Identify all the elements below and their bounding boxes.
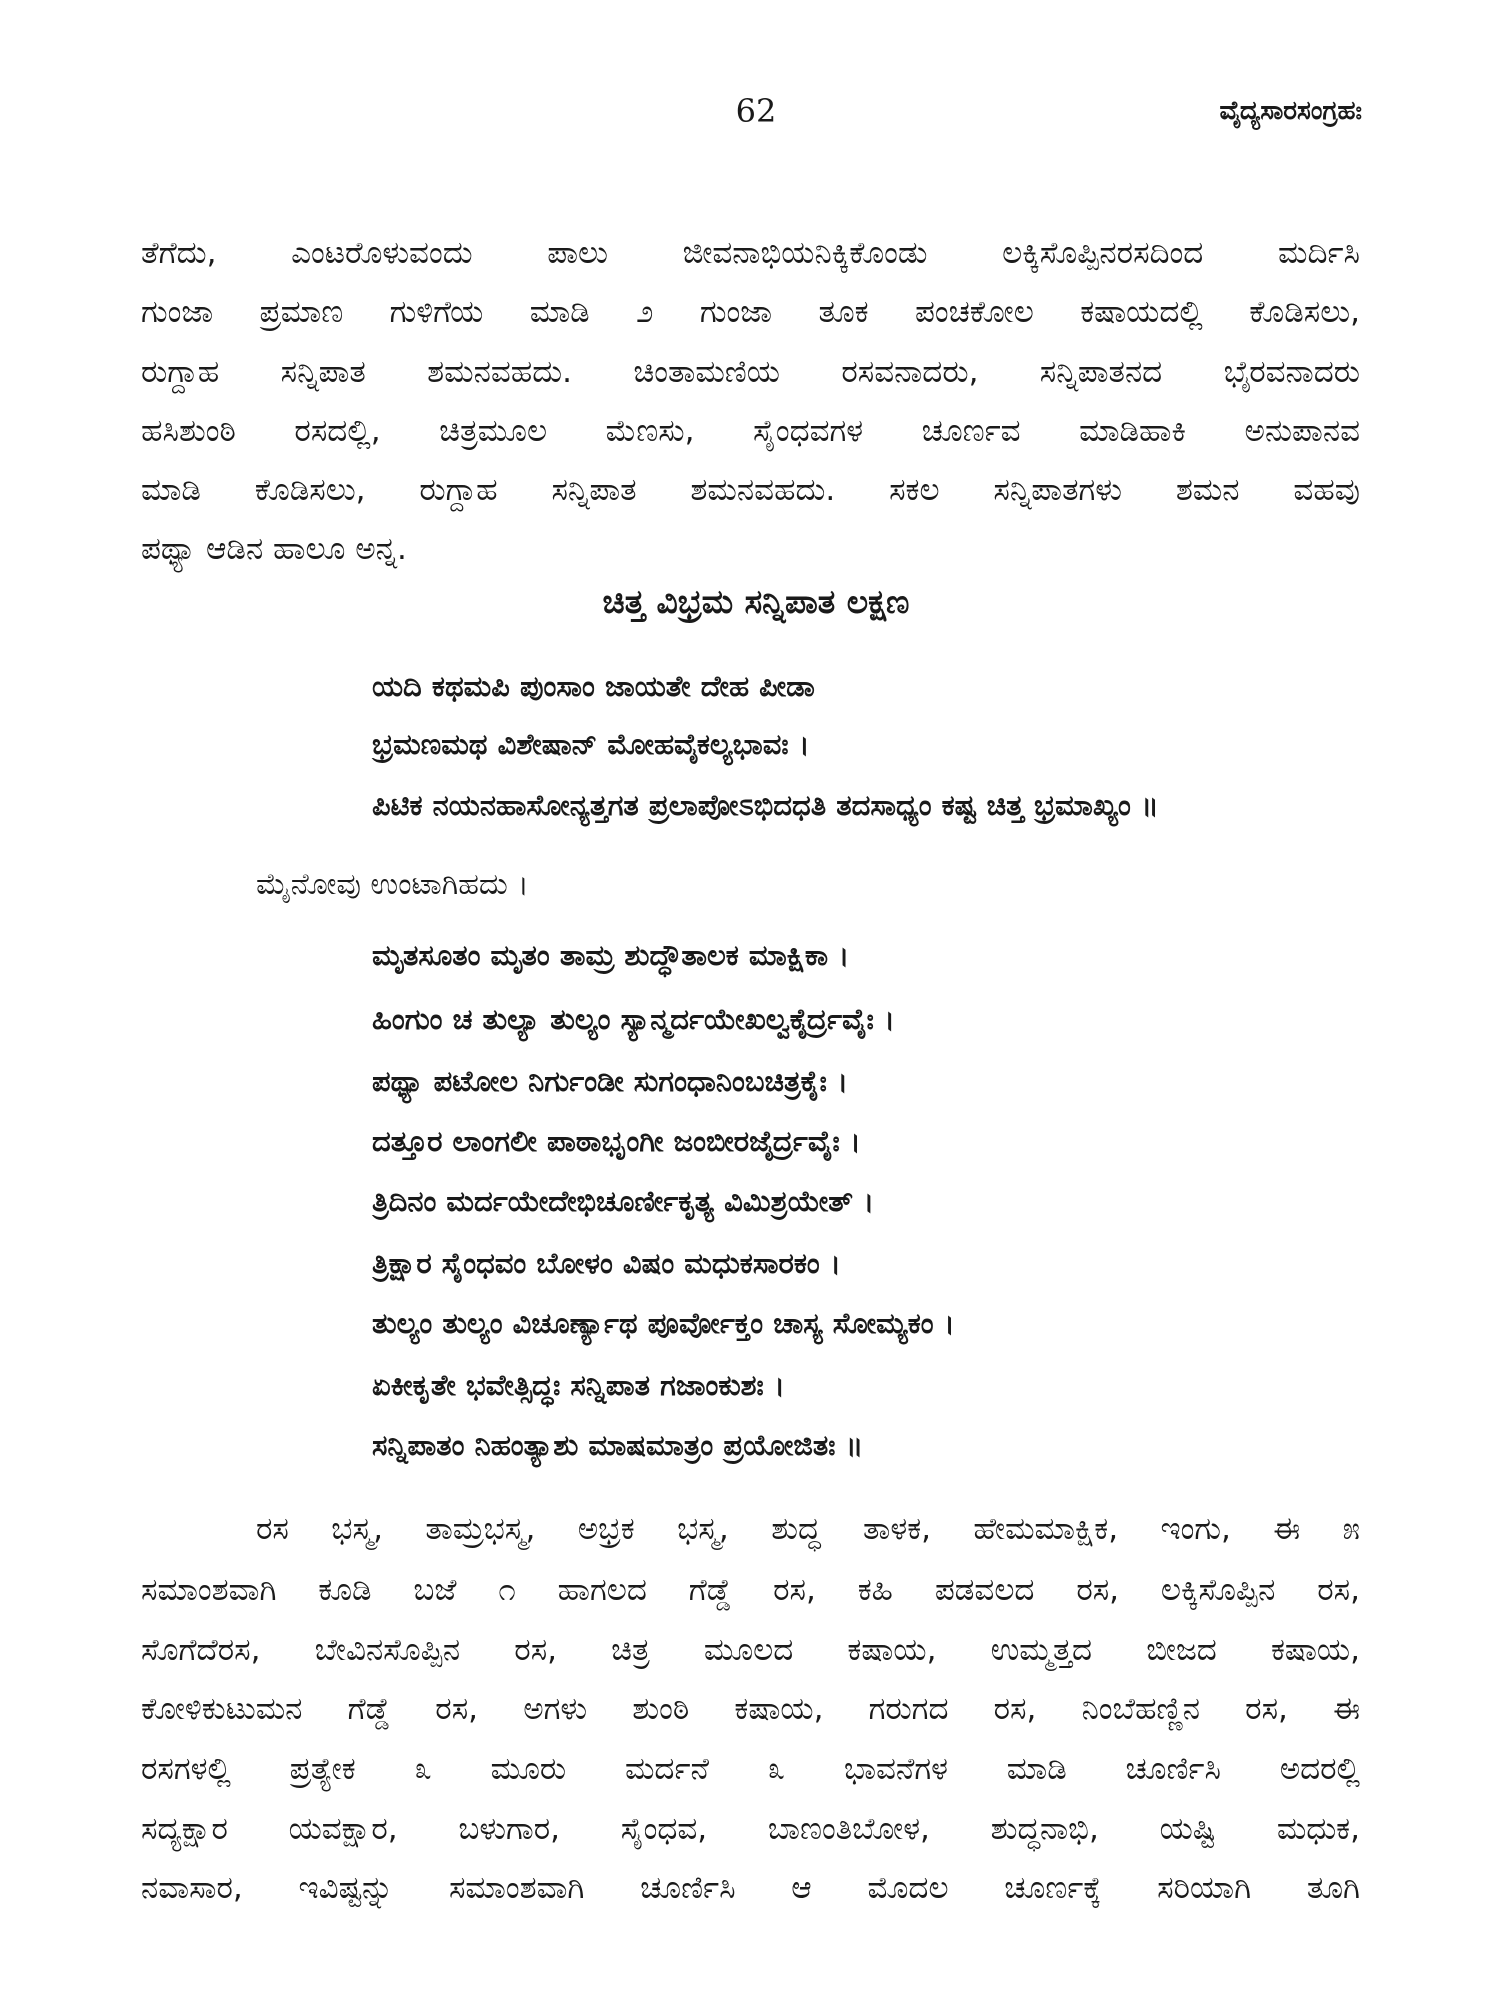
verse-line: ಹಿಂಗುಂ ಚ ತುಲ್ಯಾ ತುಲ್ಯಂ ಸ್ಯಾನ್ಮರ್ದಯೇಖಲ್ವಕೈರ್ದ್ರವೈಃ । [372,1002,895,1036]
verse-line: ಪಥ್ಯಾ ಪಟೋಲ ನಿರ್ಗುಂಡೀ ಸುಗಂಧಾನಿಂಬಚಿತ್ರಕೈಃ । [372,1064,848,1098]
verse-line: ತ್ರಿಕ್ಷಾರ ಸೈಂಧವಂ ಬೋಳಂ ವಿಷಂ ಮಧುಕಸಾರಕಂ । [372,1246,841,1280]
paragraph-line: ಮಾಡಿ ಕೊಡಿಸಲು, ರುಗ್ದಾಹ ಸನ್ನಿಪಾತ ಶಮನವಹದು. ಸಕಲ ಸನ್ನಿಪಾತಗಳು ಶಮನ ವಹವು [141,472,1360,508]
paragraph-line: ಸಮಾಂಶವಾಗಿ ಕೂಡಿ ಬಜೆ ೧ ಹಾಗಲದ ಗೆಡ್ಡೆ ರಸ, ಕಹಿ ಪಡವಲದ ರಸ, ಲಕ್ಕಿಸೊಪ್ಪಿನ ರಸ, [141,1572,1360,1608]
note-line: ಮೈನೋವು ಉಂಟಾಗಿಹದು । [256,867,529,902]
verse-line: ತುಲ್ಯಂ ತುಲ್ಯಂ ವಿಚೂರ್ಣ್ಯಾಥ ಪೂರ್ವೋಕ್ತಂ ಚಾಸ್ಯ ಸೋಮ್ಯಕಂ । [372,1306,955,1340]
verse-line: ದತ್ತೂರ ಲಾಂಗಲೀ ಪಾಠಾಭೃಂಗೀ ಜಂಬೀರಜೈರ್ದ್ರವೈಃ । [372,1124,861,1158]
paragraph-line: ಹಸಿಶುಂಠಿ ರಸದಲ್ಲಿ, ಚಿತ್ರಮೂಲ ಮೆಣಸು, ಸೈಂಧವಗಳ ಚೂರ್ಣವ ಮಾಡಿಹಾಕಿ ಅನುಪಾನವ [141,413,1360,449]
paragraph-line: ಕೋಳಿಕುಟುಮನ ಗೆಡ್ಡೆ ರಸ, ಅಗಳು ಶುಂಠಿ ಕಷಾಯ, ಗರುಗದ ರಸ, ನಿಂಬೆಹಣ್ಣಿನ ರಸ, ಈ [141,1691,1360,1727]
verse-line: ಯದಿ ಕಥಮಪಿ ಪುಂಸಾಂ ಜಾಯತೇ ದೇಹ ಪೀಡಾ [372,669,815,703]
verse-line: ಮೃತಸೂತಂ ಮೃತಂ ತಾಮ್ರ ಶುದ್ಧೌತಾಲಕ ಮಾಕ್ಷಿಕಾ । [372,938,850,972]
paragraph-line: ರಸಗಳಲ್ಲಿ ಪ್ರತ್ಯೇಕ ೩ ಮೂರು ಮರ್ದನೆ ೩ ಭಾವನೆಗಳ ಮಾಡಿ ಚೂರ್ಣಿಸಿ ಅದರಲ್ಲಿ [141,1751,1360,1787]
section-heading: ಚಿತ್ತ ವಿಭ್ರಮ ಸನ್ನಿಪಾತ ಲಕ್ಷಣ [602,582,910,621]
verse-line: ಏಕೀಕೃತೇ ಭವೇತ್ಸಿದ್ಧಃ ಸನ್ನಿಪಾತ ಗಜಾಂಕುಶಃ । [372,1368,785,1402]
paragraph-line: ನವಾಸಾರ, ಇವಿಷ್ಟನ್ನು ಸಮಾಂಶವಾಗಿ ಚೂರ್ಣಿಸಿ ಆ ಮೊದಲ ಚೂರ್ಣಕ್ಕೆ ಸರಿಯಾಗಿ ತೂಗಿ [141,1870,1360,1906]
paragraph-line: ತೆಗೆದು, ಎಂಟರೊಳುವಂದು ಪಾಲು ಜೀವನಾಭಿಯನಿಕ್ಕಿಕೊಂಡು ಲಕ್ಕಿಸೊಪ್ಪಿನರಸದಿಂದ ಮರ್ದಿಸಿ [141,235,1360,271]
paragraph-line: ಸೊಗೆದೆರಸ, ಬೇವಿನಸೊಪ್ಪಿನ ರಸ, ಚಿತ್ರ ಮೂಲದ ಕಷಾಯ, ಉಮ್ಮತ್ತದ ಬೀಜದ ಕಷಾಯ, [141,1632,1360,1668]
verse-line: ಪಿಟಿಕ ನಯನಹಾಸೋನ್ಯತ್ತಗತ ಪ್ರಲಾಪೋಽಭಿದಧತಿ ತದಸಾಧ್ಯಂ ಕಷ್ಟ ಚಿತ್ತ ಭ್ರಮಾಖ್ಯಂ ॥ [372,788,1159,822]
page-number: 62 [735,92,777,130]
paragraph-line: ಗುಂಜಾ ಪ್ರಮಾಣ ಗುಳಿಗೆಯ ಮಾಡಿ ೨ ಗುಂಜಾ ತೂಕ ಪಂಚಕೋಲ ಕಷಾಯದಲ್ಲಿ ಕೊಡಿಸಲು, [141,294,1360,330]
paragraph-line: ಪಥ್ಯಾ ಆಡಿನ ಹಾಲೂ ಅನ್ನ. [141,531,407,567]
paragraph-line: ರಸ ಭಸ್ಮ, ತಾಮ್ರಭಸ್ಮ, ಅಭ್ರಕ ಭಸ್ಮ, ಶುದ್ಧ ತಾಳಕ, ಹೇಮಮಾಕ್ಷಿಕ, ಇಂಗು, ಈ ೫ [256,1511,1360,1547]
verse-line: ಭ್ರಮಣಮಥ ವಿಶೇಷಾನ್ ಮೋಹವೈಕಲ್ಯಭಾವಃ । [372,727,810,761]
running-title: ವೈದ್ಯಸಾರಸಂಗ್ರಹಃ [1219,96,1362,126]
verse-line: ಸನ್ನಿಪಾತಂ ನಿಹಂತ್ಯಾಶು ಮಾಷಮಾತ್ರಂ ಪ್ರಯೋಜಿತಃ ॥ [372,1428,864,1462]
paragraph-line: ಸದ್ಯಕ್ಷಾರ ಯವಕ್ಷಾರ, ಬಳುಗಾರ, ಸೈಂಧವ, ಬಾಣಂತಿಬೋಳ, ಶುದ್ಧನಾಭಿ, ಯಷ್ಟಿ ಮಧುಕ, [141,1811,1360,1847]
paragraph-line: ರುಗ್ದಾಹ ಸನ್ನಿಪಾತ ಶಮನವಹದು. ಚಿಂತಾಮಣಿಯ ರಸವನಾದರು, ಸನ್ನಿಪಾತನದ ಭೈರವನಾದರು [141,354,1360,390]
verse-line: ತ್ರಿದಿನಂ ಮರ್ದಯೇದೇಭಿಚೂರ್ಣೀಕೃತ್ಯ ವಿಮಿಶ್ರಯೇತ್ । [372,1184,875,1218]
